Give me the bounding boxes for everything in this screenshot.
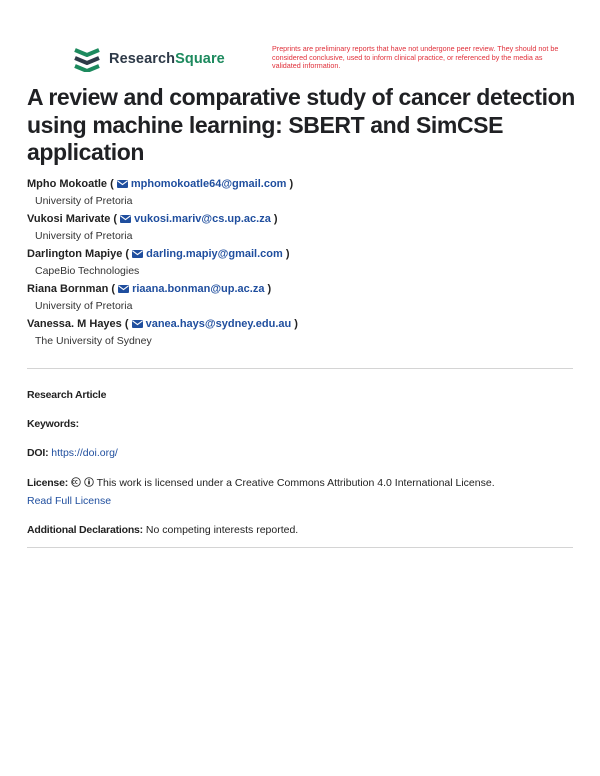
keywords-label: Keywords:	[27, 418, 79, 430]
envelope-icon	[117, 180, 128, 188]
envelope-icon	[120, 215, 131, 223]
author-email-link[interactable]: vanea.hays@sydney.edu.au	[132, 318, 292, 330]
envelope-icon	[132, 320, 143, 328]
author-name: Vanessa. M Hayes	[27, 318, 122, 330]
author-entry: Darlington Mapiye ( darling.mapiy@gmail.com ) CapeBio Technologies	[27, 248, 587, 278]
declarations-text: No competing interests reported.	[145, 524, 299, 536]
envelope-icon	[118, 285, 129, 293]
author-affiliation: University of Pretoria	[35, 195, 133, 207]
author-email-link[interactable]: riaana.bonman@up.ac.za	[118, 283, 264, 295]
author-name: Riana Bornman	[27, 283, 109, 295]
declarations-row	[27, 524, 298, 536]
creative-commons-icon	[71, 477, 81, 487]
logo-text: ResearchSquare	[109, 51, 225, 67]
author-email-link[interactable]: darling.mapiy@gmail.com	[132, 248, 283, 260]
doi-link[interactable]: https://doi.org/	[51, 447, 118, 459]
article-type: Research Article	[27, 389, 107, 401]
research-square-logo[interactable]	[73, 46, 225, 72]
author-affiliation: CapeBio Technologies	[35, 265, 140, 277]
author-entry: Mpho Mokoatle ( mphomokoatle64@gmail.com ) University of Pretoria	[27, 178, 587, 208]
license-text: This work is licensed under a Creative Commons Attribution 4.0 International License.	[96, 477, 495, 489]
declarations-label: Additional Declarations:	[27, 524, 143, 536]
attribution-icon	[84, 477, 94, 487]
divider	[27, 547, 573, 548]
author-email-link[interactable]: mphomokoatle64@gmail.com	[117, 178, 287, 190]
author-affiliation: University of Pretoria	[35, 230, 133, 242]
read-full-license-link[interactable]: Read Full License	[27, 495, 112, 507]
license-label: License:	[27, 477, 68, 489]
author-name: Darlington Mapiye	[27, 248, 123, 260]
doi-row	[27, 447, 118, 459]
envelope-icon	[132, 250, 143, 258]
research-square-logo-icon	[73, 46, 101, 72]
keywords-row	[27, 418, 79, 430]
author-name: Mpho Mokoatle	[27, 178, 108, 190]
license-row	[27, 477, 495, 489]
author-entry: Vukosi Marivate ( vukosi.mariv@cs.up.ac.za ) University of Pretoria	[27, 213, 587, 243]
author-email-link[interactable]: vukosi.mariv@cs.up.ac.za	[120, 213, 271, 225]
author-affiliation: The University of Sydney	[35, 335, 152, 347]
divider	[27, 368, 573, 369]
preprint-disclaimer: Preprints are preliminary reports that have not undergone peer review. They should not be considered conclusive, used to inform clinical practice, or referenced by the media as validated information.	[272, 44, 559, 71]
read-license-row	[27, 495, 111, 507]
author-affiliation: University of Pretoria	[35, 300, 133, 312]
author-name: Vukosi Marivate	[27, 213, 111, 225]
doi-label: DOI:	[27, 447, 49, 459]
paper-title: A review and comparative study of cancer detection using machine learning: SBERT and SimCSE application	[27, 84, 575, 165]
author-list	[27, 178, 587, 353]
author-entry: Riana Bornman ( riaana.bonman@up.ac.za ) University of Pretoria	[27, 283, 587, 313]
author-entry: Vanessa. M Hayes ( vanea.hays@sydney.edu.au ) The University of Sydney	[27, 318, 587, 348]
